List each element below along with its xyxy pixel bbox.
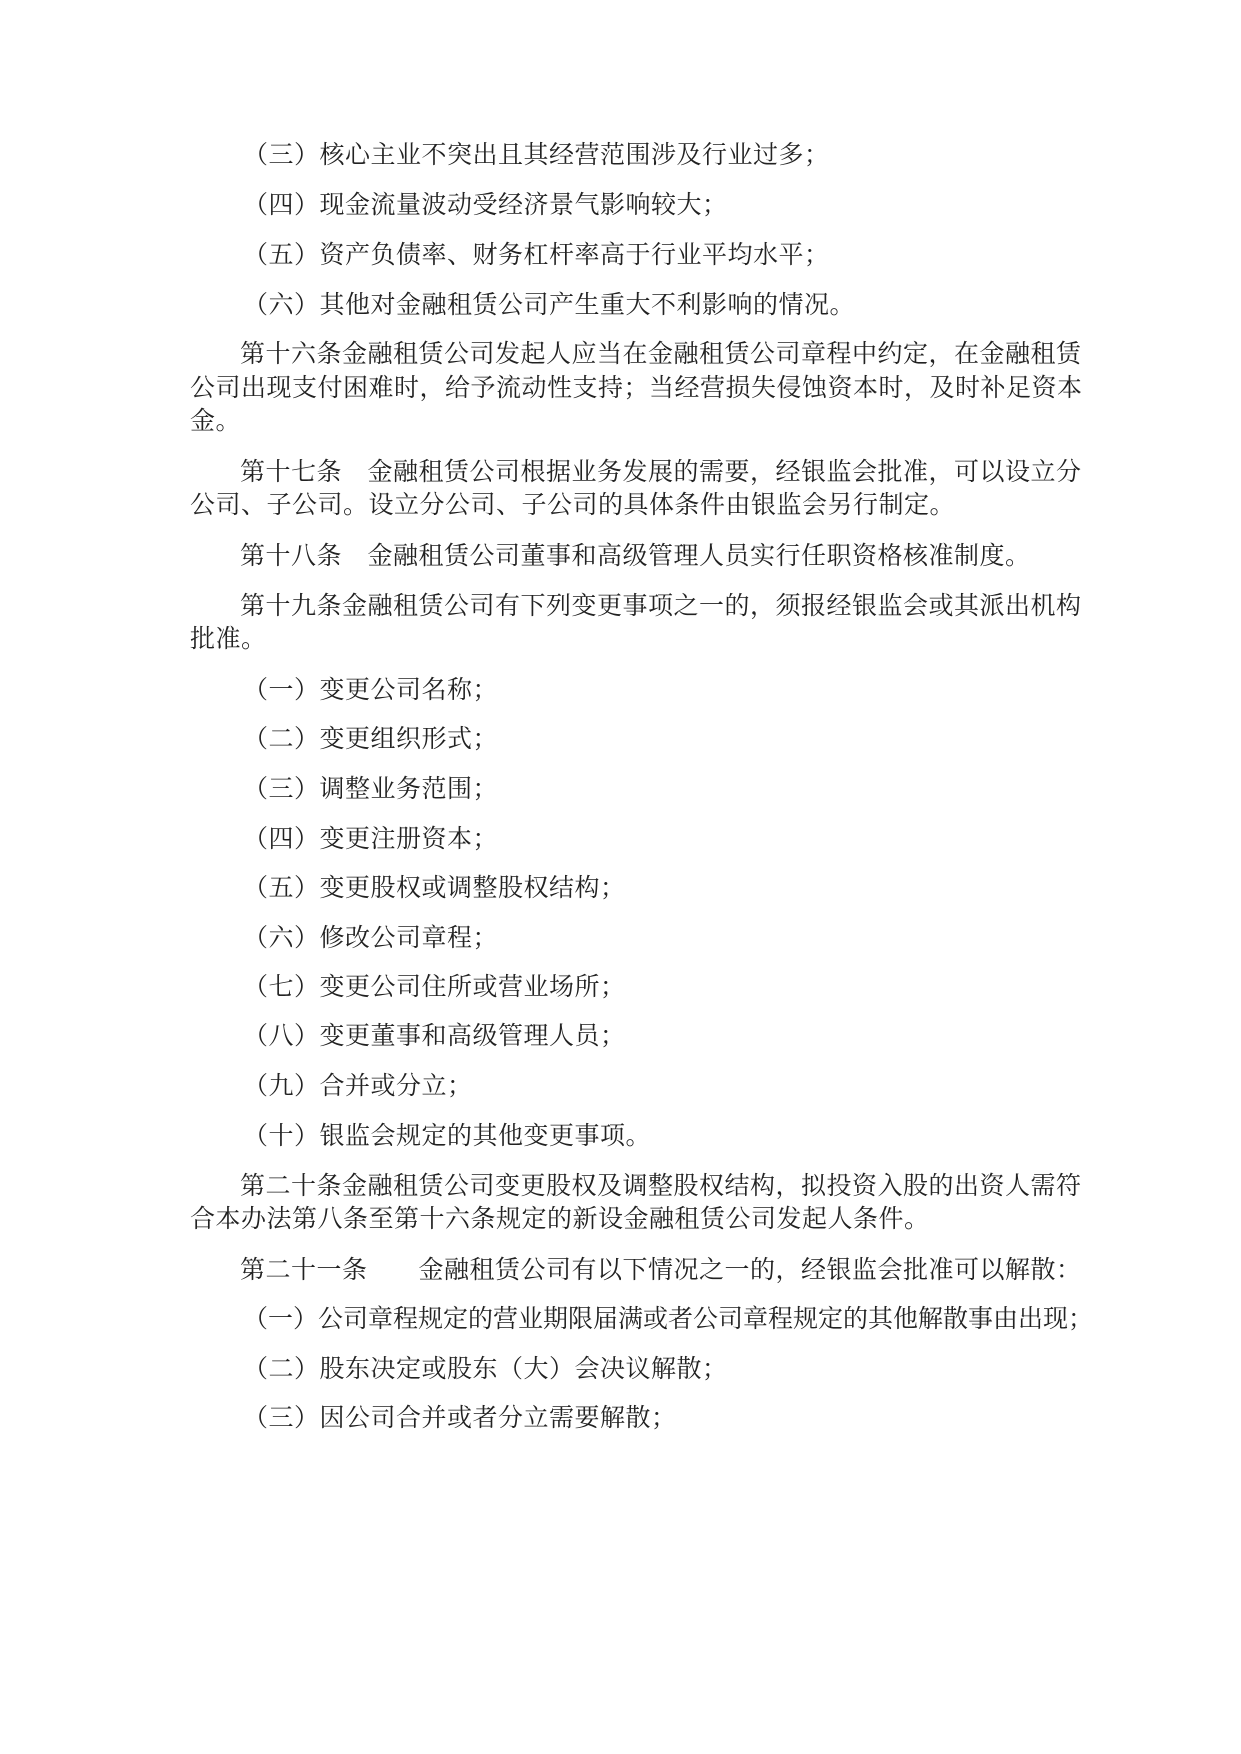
list-item: （五）资产负债率、财务杠杆率高于行业平均水平； — [243, 240, 830, 269]
article-17-line-2: 公司、子公司。设立分公司、子公司的具体条件由银监会另行制定。 — [190, 490, 956, 519]
article-18: 第十八条 金融租赁公司董事和高级管理人员实行任职资格核准制度。 — [240, 541, 1031, 570]
list-item: （四）现金流量波动受经济景气影响较大； — [243, 190, 728, 219]
article-16-line-3: 金。 — [190, 406, 242, 435]
article-21: 第二十一条 金融租赁公司有以下情况之一的，经银监会批准可以解散： — [240, 1255, 1082, 1284]
list-item: （七）变更公司住所或营业场所； — [243, 972, 626, 1001]
list-item: （一）公司章程规定的营业期限届满或者公司章程规定的其他解散事由出现； — [243, 1304, 1094, 1333]
list-item: （三）调整业务范围； — [243, 774, 499, 803]
list-item: （二）变更组织形式； — [243, 724, 499, 753]
article-17-line-1: 第十七条 金融租赁公司根据业务发展的需要，经银监会批准，可以设立分 — [240, 457, 1082, 486]
article-19-line-2: 批准。 — [190, 624, 267, 653]
list-item: （三）核心主业不突出且其经营范围涉及行业过多； — [243, 140, 830, 169]
list-item: （三）因公司合并或者分立需要解散； — [243, 1403, 677, 1432]
article-20-line-2: 合本办法第八条至第十六条规定的新设金融租赁公司发起人条件。 — [190, 1204, 930, 1233]
list-item: （九）合并或分立； — [243, 1071, 473, 1100]
list-item: （五）变更股权或调整股权结构； — [243, 873, 626, 902]
list-item: （六）其他对金融租赁公司产生重大不利影响的情况。 — [243, 290, 856, 319]
article-16-line-2: 公司出现支付困难时，给予流动性支持；当经营损失侵蚀资本时，及时补足资本 — [190, 373, 1083, 402]
list-item: （八）变更董事和高级管理人员； — [243, 1021, 626, 1050]
list-item: （六）修改公司章程； — [243, 923, 499, 952]
list-item: （二）股东决定或股东（大）会决议解散； — [243, 1354, 728, 1383]
list-item: （四）变更注册资本； — [243, 824, 499, 853]
list-item: （一）变更公司名称； — [243, 675, 499, 704]
article-16-line-1: 第十六条金融租赁公司发起人应当在金融租赁公司章程中约定，在金融租赁 — [240, 339, 1082, 368]
article-20-line-1: 第二十条金融租赁公司变更股权及调整股权结构，拟投资入股的出资人需符 — [240, 1171, 1082, 1200]
article-19-line-1: 第十九条金融租赁公司有下列变更事项之一的，须报经银监会或其派出机构 — [240, 591, 1082, 620]
list-item: （十）银监会规定的其他变更事项。 — [243, 1121, 652, 1150]
